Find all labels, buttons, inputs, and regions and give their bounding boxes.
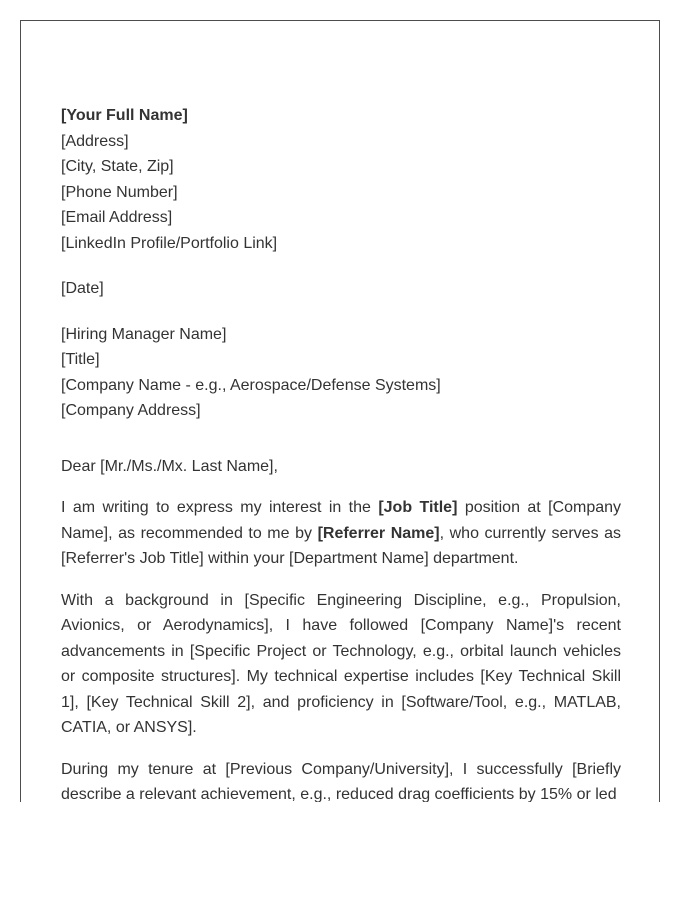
letter-page	[20, 20, 660, 802]
recipient-block	[61, 322, 621, 424]
sender-profile-link: [LinkedIn Profile/Portfolio Link]	[61, 234, 278, 252]
referrer-name-placeholder: [Referrer Name]	[317, 524, 440, 542]
salutation: Dear [Mr./Ms./Mx. Last Name],	[61, 457, 278, 475]
sender-block	[61, 103, 621, 256]
letter-body	[61, 103, 621, 802]
sender-name: [Your Full Name]	[61, 107, 188, 124]
sender-phone: [Phone Number]	[61, 183, 178, 201]
recipient-address: [Company Address]	[61, 402, 201, 419]
letter-date: [Date]	[61, 280, 104, 297]
job-title-placeholder: [Job Title]	[378, 499, 458, 516]
paragraph-achievement: During my tenure at [Previous Company/University], I successfully [Briefly describe a relevant achievement, e.g., reduced drag coefficients by 15% or led	[61, 760, 621, 802]
paragraph-background: With a background in [Specific Engineering Discipline, e.g., Propulsion, Avionics, or Aerodynamics], I have followed [Company Name]'s recent advancements in [Specific Project or Technology, e.g., orbital launch vehicles or composite structures]. My technical expertise includes [Key Technical Skill 1], [Key Technical Skill 2], and proficiency in [Software/Tool, e.g., MATLAB, CATIA, or ANSYS].	[61, 591, 621, 736]
sender-city-state-zip: [City, State, Zip]	[61, 158, 174, 175]
recipient-title: [Title]	[61, 351, 100, 368]
sender-address: [Address]	[61, 132, 129, 150]
paragraph-intro-part1: I am writing to express my interest in the	[61, 499, 379, 516]
paragraph-intro-part3: , who currently serves as [Referrer's Job Title] within your [Department Name] department.	[61, 524, 622, 567]
sender-email: [Email Address]	[61, 209, 173, 226]
recipient-company: [Company Name - e.g., Aerospace/Defense Systems]	[61, 376, 441, 394]
recipient-name: [Hiring Manager Name]	[61, 325, 227, 343]
paragraph-intro-part2: position at [Company Name], as recommended to me by	[61, 499, 622, 542]
paragraph-intro	[61, 495, 621, 572]
